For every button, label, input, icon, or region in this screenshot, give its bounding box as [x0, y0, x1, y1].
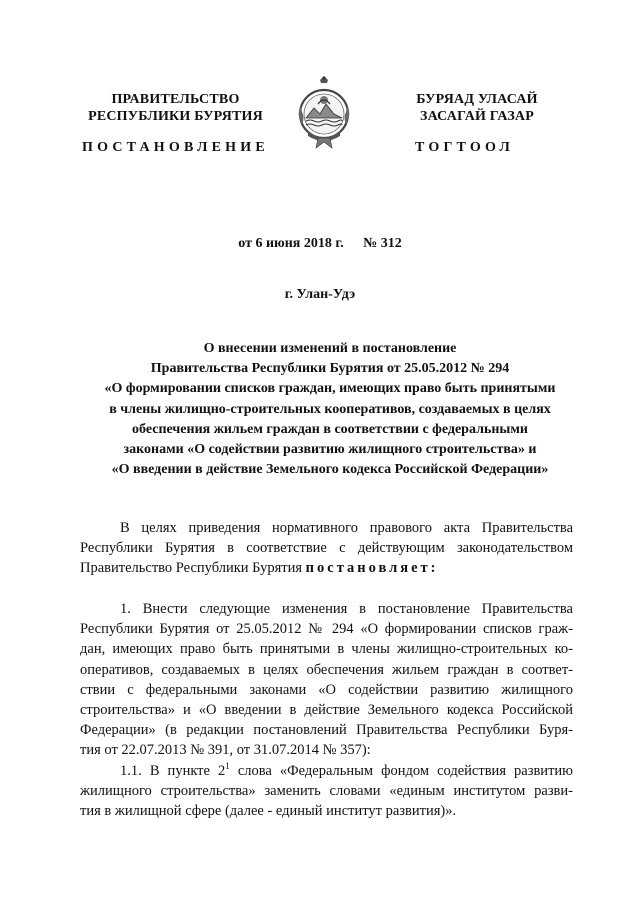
issuer-russian	[68, 91, 283, 125]
issuer-buryat	[372, 91, 582, 125]
item-1-1-line: тия в жилищной сфере (далее - единый институт развития)».	[80, 803, 457, 820]
document-date: от 6 июня 2018 г.	[238, 236, 344, 251]
item-1-1-start: 1.1. В пункте 2	[120, 763, 226, 779]
title-line: О внесении изменений в постановление	[203, 341, 457, 356]
item-1-line: строительства» и «О введении в действие Земельного кодекса Российской	[80, 702, 573, 719]
issuer-line-1: ПРАВИТЕЛЬСТВО	[111, 92, 240, 107]
preamble-subject: Правительство Республики Бурятия	[80, 560, 306, 577]
coat-of-arms-icon	[296, 74, 352, 150]
document-number: № 312	[363, 236, 402, 251]
date-number-line	[0, 236, 640, 252]
operative-word: постановляет:	[305, 560, 439, 577]
document-title	[60, 339, 600, 480]
title-line: обеспечения жильем граждан в соответствии с федеральными	[132, 421, 528, 437]
city: г. Улан-Удэ	[284, 287, 356, 302]
item-1-line: Федерации» (в редакции постановлений Правительства Республики Буря-	[80, 722, 573, 739]
issuer-buryat-line-2: ЗАСАГАЙ ГАЗАР	[419, 109, 534, 124]
title-line: «О формировании списков граждан, имеющих право быть принятыми	[104, 381, 556, 397]
title-line: «О введении в действие Земельного кодекса Российской Федерации»	[111, 462, 549, 478]
item-1-line: Республики Бурятия от 25.05.2012 № 294 «О формировании списков граж-	[80, 621, 573, 638]
item-1-line: оперативов, создаваемых в целях обеспечения жильем граждан в соответ-	[80, 661, 573, 678]
item-1-1-line: жилищного строительства» заменить словами «единым институтом разви-	[80, 783, 573, 800]
item-1-1-line	[80, 761, 573, 781]
preamble-line: Республики Бурятия в соответствие с действующим законодательством	[80, 540, 573, 557]
title-line: законами «О содействии развитию жилищного строительства» и	[123, 442, 537, 458]
item-1-paragraph	[80, 599, 573, 761]
title-line: Правительства Республики Бурятия от 25.05.2012 № 294	[150, 361, 510, 377]
item-1-line: тия от 22.07.2013 № 391, от 31.07.2014 № 357):	[80, 742, 371, 759]
preamble-line	[80, 558, 573, 578]
preamble-paragraph	[80, 518, 573, 579]
doc-type-buryat: ТОГТООЛ	[415, 140, 515, 155]
item-1-1-paragraph	[80, 761, 573, 822]
item-1-line: 1. Внести следующие изменения в постановление Правительства	[120, 601, 573, 617]
item-1-1-rest: слова «Федеральным фондом содействия развитию	[229, 763, 573, 779]
preamble-line: В целях приведения нормативного правового акта Правительства	[120, 520, 573, 536]
item-1-line: дан, имеющих право быть принятыми в члены жилищно-строительных ко-	[80, 641, 573, 658]
issuer-buryat-line-1: БУРЯАД УЛАСАЙ	[416, 92, 538, 107]
issuer-line-2: РЕСПУБЛИКИ БУРЯТИЯ	[88, 109, 263, 124]
superscript: 1	[225, 761, 230, 771]
item-1-line: ствии с федеральными законами «О содействии развитию жилищного	[80, 681, 573, 698]
doc-type-russian: ПОСТАНОВЛЕНИЕ	[82, 140, 269, 155]
title-line: в члены жилищно-строительных кооперативов, создаваемых в целях	[109, 401, 551, 417]
